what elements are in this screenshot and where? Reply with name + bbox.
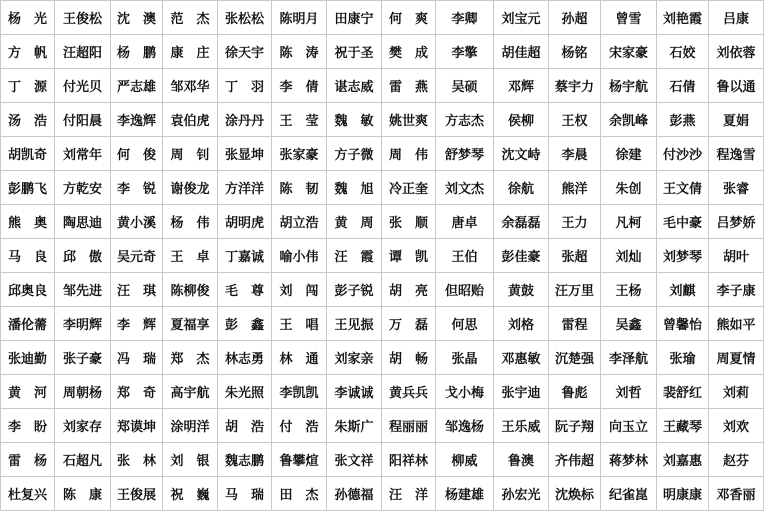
name-cell: 彭子锐 <box>327 273 382 307</box>
name-cell: 吴鑫 <box>601 307 657 341</box>
name-cell: 方洋洋 <box>218 171 272 205</box>
name-cell: 田 杰 <box>272 477 327 511</box>
name-cell: 魏志鹏 <box>218 443 272 477</box>
name-cell: 夏福享 <box>163 307 218 341</box>
name-cell: 陈 韧 <box>272 171 327 205</box>
name-cell: 邹先进 <box>55 273 111 307</box>
name-cell: 刘常年 <box>55 137 111 171</box>
name-cell: 刘宝元 <box>494 1 549 35</box>
name-cell: 王藏琴 <box>657 409 709 443</box>
name-cell: 谢俊龙 <box>163 171 218 205</box>
name-cell: 李卿 <box>436 1 494 35</box>
name-cell: 谌志威 <box>327 69 382 103</box>
name-cell: 王伯 <box>436 239 494 273</box>
name-cell: 程逸雪 <box>709 137 764 171</box>
name-cell: 雷 杨 <box>1 443 55 477</box>
table-row <box>1 205 764 239</box>
name-cell: 黄 周 <box>327 205 382 239</box>
table-row <box>1 69 764 103</box>
name-cell: 彭燕 <box>657 103 709 137</box>
name-cell: 王俊展 <box>111 477 163 511</box>
table-row <box>1 341 764 375</box>
table-row <box>1 239 764 273</box>
name-cell: 胡凯奇 <box>1 137 55 171</box>
name-cell: 李子康 <box>709 273 764 307</box>
name-cell: 王俊松 <box>55 1 111 35</box>
name-cell: 魏 旭 <box>327 171 382 205</box>
name-cell: 杨宇航 <box>601 69 657 103</box>
name-cell: 杨 伟 <box>163 205 218 239</box>
name-cell: 张 顺 <box>382 205 436 239</box>
name-cell: 邓香丽 <box>709 477 764 511</box>
name-cell: 付光贝 <box>55 69 111 103</box>
name-cell: 陈 涛 <box>272 35 327 69</box>
name-cell: 刘依蓉 <box>709 35 764 69</box>
name-cell: 张瑜 <box>657 341 709 375</box>
name-cell: 曾雪 <box>601 1 657 35</box>
name-cell: 张松松 <box>218 1 272 35</box>
name-cell: 王杨 <box>601 273 657 307</box>
name-cell: 毛中豪 <box>657 205 709 239</box>
name-cell: 吕梦娇 <box>709 205 764 239</box>
name-cell: 徐建 <box>601 137 657 171</box>
name-cell: 杜复兴 <box>1 477 55 511</box>
name-cell: 赵芬 <box>709 443 764 477</box>
name-cell: 何 爽 <box>382 1 436 35</box>
name-cell: 李逸辉 <box>111 103 163 137</box>
name-cell: 朱光照 <box>218 375 272 409</box>
name-cell: 凡柯 <box>601 205 657 239</box>
name-cell: 黄兵兵 <box>382 375 436 409</box>
name-cell: 朱创 <box>601 171 657 205</box>
name-cell: 张迪勤 <box>1 341 55 375</box>
name-cell: 刘梦琴 <box>657 239 709 273</box>
table-row <box>1 273 764 307</box>
name-cell: 沈文峙 <box>494 137 549 171</box>
name-cell: 刘莉 <box>709 375 764 409</box>
name-cell: 谭 凯 <box>382 239 436 273</box>
name-cell: 刘 闯 <box>272 273 327 307</box>
name-cell: 向玉立 <box>601 409 657 443</box>
name-cell: 田康宁 <box>327 1 382 35</box>
name-cell: 李凯凯 <box>272 375 327 409</box>
name-cell: 孙德福 <box>327 477 382 511</box>
name-cell: 李泽航 <box>601 341 657 375</box>
name-cell: 王文倩 <box>657 171 709 205</box>
name-cell: 冯 瑞 <box>111 341 163 375</box>
name-cell: 袁伯虎 <box>163 103 218 137</box>
name-cell: 杨铭 <box>549 35 601 69</box>
name-cell: 裴舒红 <box>657 375 709 409</box>
name-cell: 魏 敏 <box>327 103 382 137</box>
name-cell: 刘家亲 <box>327 341 382 375</box>
name-cell: 阳祥林 <box>382 443 436 477</box>
name-cell: 曾馨怡 <box>657 307 709 341</box>
name-cell: 刘哲 <box>601 375 657 409</box>
name-cell: 王 卓 <box>163 239 218 273</box>
name-cell: 汤 浩 <box>1 103 55 137</box>
table-row <box>1 307 764 341</box>
name-cell: 邱奥良 <box>1 273 55 307</box>
name-cell: 李 盼 <box>1 409 55 443</box>
name-cell: 付沙沙 <box>657 137 709 171</box>
name-cell: 周 钊 <box>163 137 218 171</box>
name-cell: 刘文杰 <box>436 171 494 205</box>
table-row <box>1 103 764 137</box>
name-cell: 周夏情 <box>709 341 764 375</box>
name-cell: 张 林 <box>111 443 163 477</box>
name-cell: 熊如平 <box>709 307 764 341</box>
name-cell: 丁嘉诚 <box>218 239 272 273</box>
name-cell: 汪 霞 <box>327 239 382 273</box>
name-cell: 严志雄 <box>111 69 163 103</box>
name-cell: 阮子翔 <box>549 409 601 443</box>
name-cell: 蒋梦林 <box>601 443 657 477</box>
name-cell: 胡立浩 <box>272 205 327 239</box>
name-cell: 周 伟 <box>382 137 436 171</box>
name-cell: 蔡宇力 <box>549 69 601 103</box>
name-cell: 程丽丽 <box>382 409 436 443</box>
name-cell: 毛 尊 <box>218 273 272 307</box>
name-cell: 汪超阳 <box>55 35 111 69</box>
name-cell: 何 俊 <box>111 137 163 171</box>
name-cell: 汪 洋 <box>382 477 436 511</box>
name-cell: 刘欢 <box>709 409 764 443</box>
table-row <box>1 35 764 69</box>
name-cell: 喻小伟 <box>272 239 327 273</box>
name-cell: 李 倩 <box>272 69 327 103</box>
name-cell: 沉楚强 <box>549 341 601 375</box>
table-row <box>1 443 764 477</box>
table-row <box>1 171 764 205</box>
name-cell: 郑谟坤 <box>111 409 163 443</box>
name-cell: 杨建雄 <box>436 477 494 511</box>
name-cell: 齐伟超 <box>549 443 601 477</box>
name-cell: 孙宏光 <box>494 477 549 511</box>
name-cell: 柳威 <box>436 443 494 477</box>
name-cell: 徐航 <box>494 171 549 205</box>
name-cell: 李 辉 <box>111 307 163 341</box>
name-cell: 方子微 <box>327 137 382 171</box>
name-cell: 刘格 <box>494 307 549 341</box>
name-cell: 涂明洋 <box>163 409 218 443</box>
name-cell: 但昭贻 <box>436 273 494 307</box>
name-cell: 李擎 <box>436 35 494 69</box>
name-cell: 纪雀崑 <box>601 477 657 511</box>
name-cell: 熊洋 <box>549 171 601 205</box>
name-cell: 李诚诚 <box>327 375 382 409</box>
name-cell: 石倩 <box>657 69 709 103</box>
name-cell: 张宇迪 <box>494 375 549 409</box>
name-cell: 邓惠敏 <box>494 341 549 375</box>
name-cell: 沈焕标 <box>549 477 601 511</box>
name-cell: 张睿 <box>709 171 764 205</box>
name-cell: 胡明虎 <box>218 205 272 239</box>
name-cell: 丁 羽 <box>218 69 272 103</box>
name-cell: 王 唱 <box>272 307 327 341</box>
name-cell: 张显坤 <box>218 137 272 171</box>
name-cell: 鲁彪 <box>549 375 601 409</box>
name-cell: 范 杰 <box>163 1 218 35</box>
name-cell: 吴元奇 <box>111 239 163 273</box>
name-cell: 李晨 <box>549 137 601 171</box>
name-cell: 张子豪 <box>55 341 111 375</box>
name-cell: 杨 鹏 <box>111 35 163 69</box>
name-cell: 明康康 <box>657 477 709 511</box>
name-cell: 宋家豪 <box>601 35 657 69</box>
name-cell: 雷程 <box>549 307 601 341</box>
name-cell: 高宇航 <box>163 375 218 409</box>
name-cell: 刘灿 <box>601 239 657 273</box>
name-cell: 胡 亮 <box>382 273 436 307</box>
name-cell: 沈 澳 <box>111 1 163 35</box>
name-cell: 方乾安 <box>55 171 111 205</box>
name-cell: 熊 奥 <box>1 205 55 239</box>
name-cell: 彭 鑫 <box>218 307 272 341</box>
name-cell: 陶思迪 <box>55 205 111 239</box>
name-cell: 刘麒 <box>657 273 709 307</box>
name-cell: 余磊磊 <box>494 205 549 239</box>
name-cell: 万 磊 <box>382 307 436 341</box>
table-row <box>1 375 764 409</box>
name-cell: 孙超 <box>549 1 601 35</box>
name-cell: 杨 光 <box>1 1 55 35</box>
name-cell: 黄 河 <box>1 375 55 409</box>
name-cell: 邹邓华 <box>163 69 218 103</box>
name-cell: 王权 <box>549 103 601 137</box>
name-cell: 邹逸杨 <box>436 409 494 443</box>
name-cell: 林志勇 <box>218 341 272 375</box>
name-cell: 丁 源 <box>1 69 55 103</box>
name-cell: 夏娟 <box>709 103 764 137</box>
name-cell: 彭鹏飞 <box>1 171 55 205</box>
name-cell: 林 通 <box>272 341 327 375</box>
name-cell: 吴硕 <box>436 69 494 103</box>
table-row <box>1 409 764 443</box>
name-cell: 张家豪 <box>272 137 327 171</box>
name-cell: 张文祥 <box>327 443 382 477</box>
name-cell: 付阳晨 <box>55 103 111 137</box>
name-cell: 郑 杰 <box>163 341 218 375</box>
name-cell: 张晶 <box>436 341 494 375</box>
name-cell: 张超 <box>549 239 601 273</box>
name-cell: 胡佳超 <box>494 35 549 69</box>
name-cell: 雷 燕 <box>382 69 436 103</box>
name-cell: 李 锐 <box>111 171 163 205</box>
name-cell: 陈 康 <box>55 477 111 511</box>
name-cell: 胡 畅 <box>382 341 436 375</box>
name-cell: 侯柳 <box>494 103 549 137</box>
name-cell: 王乐威 <box>494 409 549 443</box>
name-cell: 付 浩 <box>272 409 327 443</box>
name-cell: 马 瑞 <box>218 477 272 511</box>
name-cell: 郑 奇 <box>111 375 163 409</box>
name-cell: 祝于圣 <box>327 35 382 69</box>
name-cell: 冷正奎 <box>382 171 436 205</box>
name-cell: 黄鼓 <box>494 273 549 307</box>
name-cell: 王见振 <box>327 307 382 341</box>
name-cell: 邓辉 <box>494 69 549 103</box>
name-cell: 刘艳霞 <box>657 1 709 35</box>
name-cell: 刘家存 <box>55 409 111 443</box>
name-cell: 方志杰 <box>436 103 494 137</box>
name-cell: 黄小溪 <box>111 205 163 239</box>
table-row <box>1 1 764 35</box>
name-cell: 王 莹 <box>272 103 327 137</box>
name-cell: 胡叶 <box>709 239 764 273</box>
name-cell: 康 庄 <box>163 35 218 69</box>
name-cell: 祝 巍 <box>163 477 218 511</box>
name-cell: 朱斯广 <box>327 409 382 443</box>
name-cell: 邱 傲 <box>55 239 111 273</box>
table-row <box>1 477 764 511</box>
name-cell: 唐卓 <box>436 205 494 239</box>
name-cell: 汪 琪 <box>111 273 163 307</box>
name-cell: 徐天宇 <box>218 35 272 69</box>
name-cell: 石姣 <box>657 35 709 69</box>
name-cell: 石超凡 <box>55 443 111 477</box>
name-cell: 彭佳豪 <box>494 239 549 273</box>
name-cell: 鲁澳 <box>494 443 549 477</box>
name-cell: 樊 成 <box>382 35 436 69</box>
name-cell: 余凯峰 <box>601 103 657 137</box>
name-cell: 李明辉 <box>55 307 111 341</box>
name-cell: 戈小梅 <box>436 375 494 409</box>
name-cell: 潘伦薷 <box>1 307 55 341</box>
name-cell: 王力 <box>549 205 601 239</box>
name-cell: 姚世爽 <box>382 103 436 137</box>
name-cell: 汪万里 <box>549 273 601 307</box>
name-cell: 陈柳俊 <box>163 273 218 307</box>
name-cell: 胡 浩 <box>218 409 272 443</box>
name-cell: 何思 <box>436 307 494 341</box>
name-cell: 鲁以通 <box>709 69 764 103</box>
name-cell: 刘 银 <box>163 443 218 477</box>
name-cell: 吕康 <box>709 1 764 35</box>
name-cell: 周朝杨 <box>55 375 111 409</box>
name-cell: 马 良 <box>1 239 55 273</box>
name-cell: 涂丹丹 <box>218 103 272 137</box>
name-cell: 陈明月 <box>272 1 327 35</box>
name-cell: 鲁攀煊 <box>272 443 327 477</box>
name-cell: 舒梦琴 <box>436 137 494 171</box>
name-cell: 方 帆 <box>1 35 55 69</box>
table-row <box>1 137 764 171</box>
name-cell: 刘嘉惠 <box>657 443 709 477</box>
